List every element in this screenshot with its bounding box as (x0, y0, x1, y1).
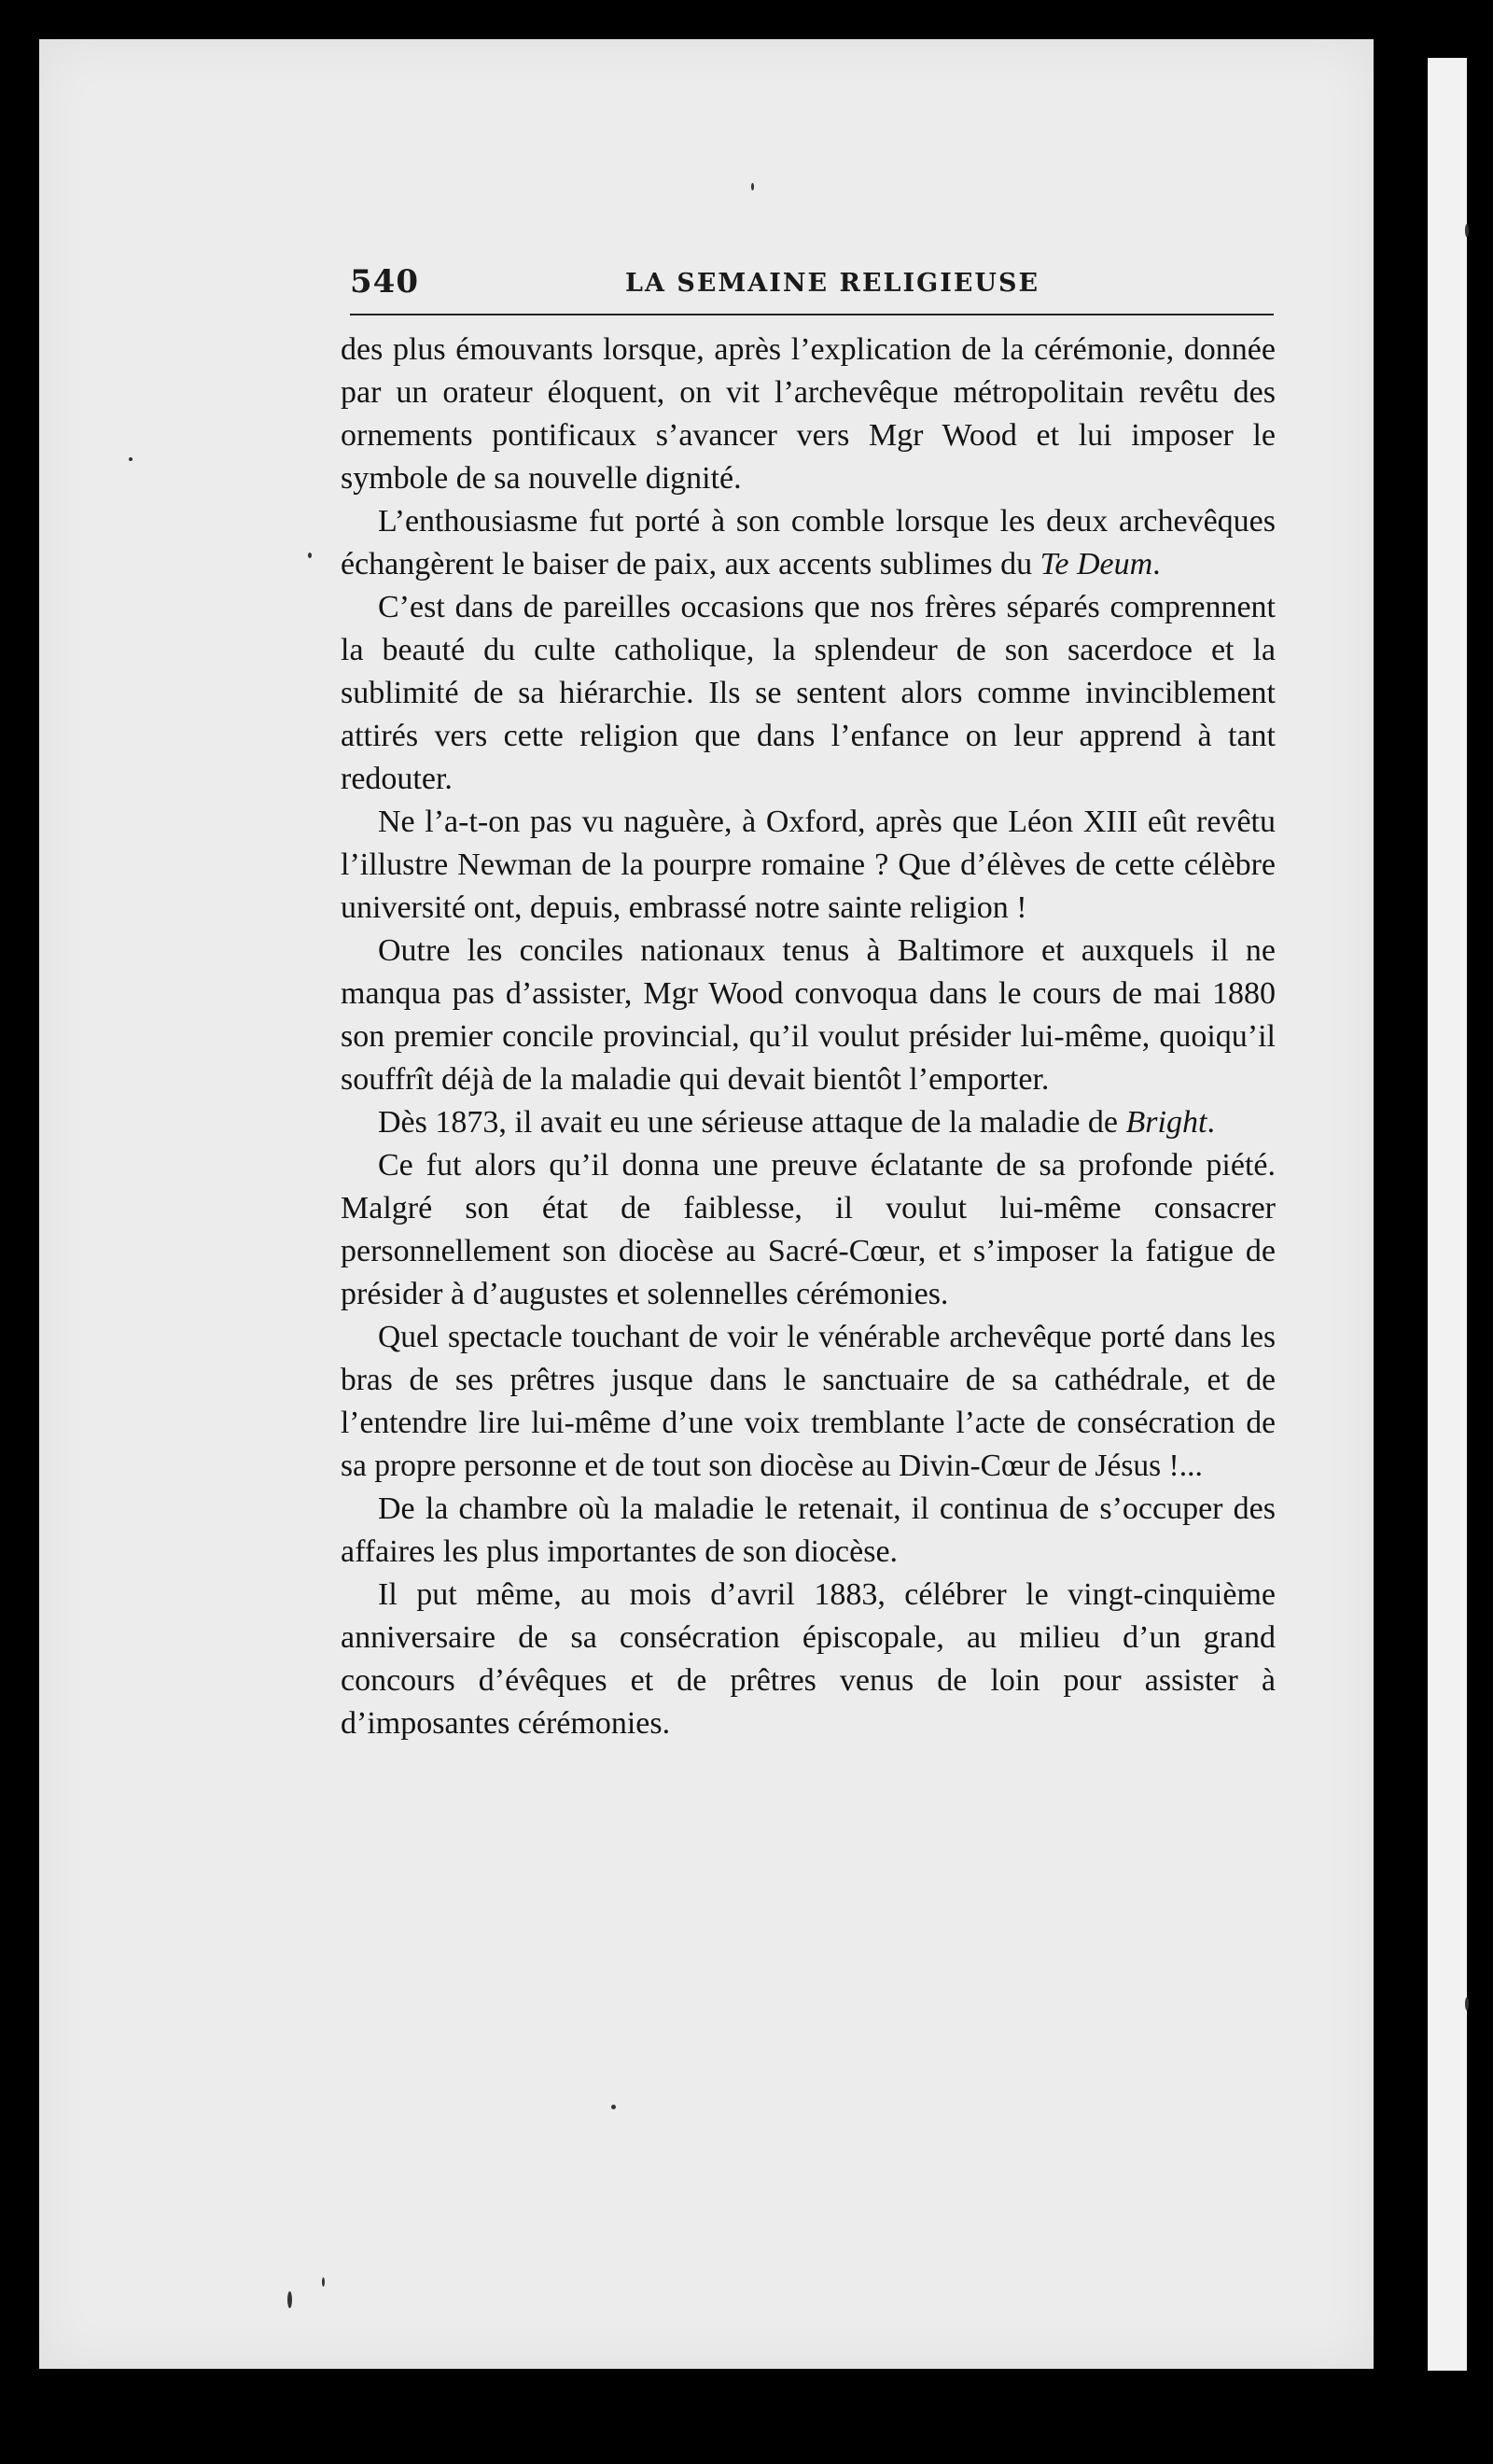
facing-page-edge (1428, 58, 1467, 2371)
paragraph: des plus émouvants lorsque, après l’explication de la cérémonie, donnée par un orateur éloquent, on vit l’archevêque métropolitain revêtu des ornements pontificaux s’avancer vers Mgr Wood et lui imposer le symbole de sa nouvelle dignité. (341, 332, 1276, 496)
speck (611, 2105, 616, 2109)
paragraph: Dès 1873, il avait eu une sérieuse attaque de la maladie de Bright. (378, 1105, 1215, 1140)
speck (287, 2291, 292, 2308)
paragraph: Il put même, au mois d’avril 1883, célébrer le vingt-cinquième anniversaire de sa consécration épiscopale, au milieu d’un grand concours d’évêques et de prêtres venus de loin pour assister à d’imposantes cérémonies. (341, 1577, 1276, 1741)
speck (322, 2277, 325, 2287)
speck (129, 457, 133, 461)
paragraph: Quel spectacle touchant de voir le vénérable archevêque porté dans les bras de ses prêtres jusque dans le sanctuaire de sa cathédrale, et de l’entendre lire lui-même d’une voix tremblante l’acte de consécration de sa propre personne et de tout son diocèse au Divin-Cœur de Jésus !... (341, 1320, 1276, 1483)
paragraph: Ce fut alors qu’il donna une preuve éclatante de sa profonde piété. Malgré son état de faiblesse, il voulut lui-même consacrer personnellement son diocèse au Sacré-Cœur, et s’imposer la fatigue de présider à d’augustes et solennelles cérémonies. (341, 1148, 1276, 1311)
header-rule (350, 314, 1274, 315)
running-header (350, 263, 1274, 304)
speck (1465, 224, 1469, 237)
running-title: LA SEMAINE RELIGIEUSE (625, 269, 1040, 298)
paragraph: L’enthousiasme fut porté à son comble lorsque les deux archevêques échangèrent le baiser de paix, aux accents sublimes du Te Deum. (341, 504, 1276, 581)
page-number: 540 (350, 263, 419, 301)
paragraph: De la chambre où la maladie le retenait, il continua de s’occuper des affaires les plus importantes de son diocèse. (341, 1491, 1276, 1569)
speck (308, 553, 312, 558)
speck (1465, 1997, 1469, 2010)
paragraph: C’est dans de pareilles occasions que nos frères séparés comprennent la beauté du culte catholique, la splendeur de son sacerdoce et la sublimité de sa hiérarchie. Ils se sentent alors comme invinciblement attirés vers cette religion que dans l’enfance on leur apprend à tant redouter. (341, 590, 1276, 796)
body-text (341, 329, 1276, 1745)
speck (751, 183, 754, 190)
paragraph: Ne l’a-t-on pas vu naguère, à Oxford, après que Léon XIII eût revêtu l’illustre Newman de la pourpre romaine ? Que d’élèves de cette célèbre université ont, depuis, embrassé notre sainte religion ! (341, 805, 1276, 925)
paragraph: Outre les conciles nationaux tenus à Baltimore et auxquels il ne manqua pas d’assister, Mgr Wood convoqua dans le cours de mai 1880 son premier concile provincial, qu’il voulut présider lui-même, quoiqu’il souffrît déjà de la maladie qui devait bientôt l’emporter. (341, 933, 1276, 1097)
